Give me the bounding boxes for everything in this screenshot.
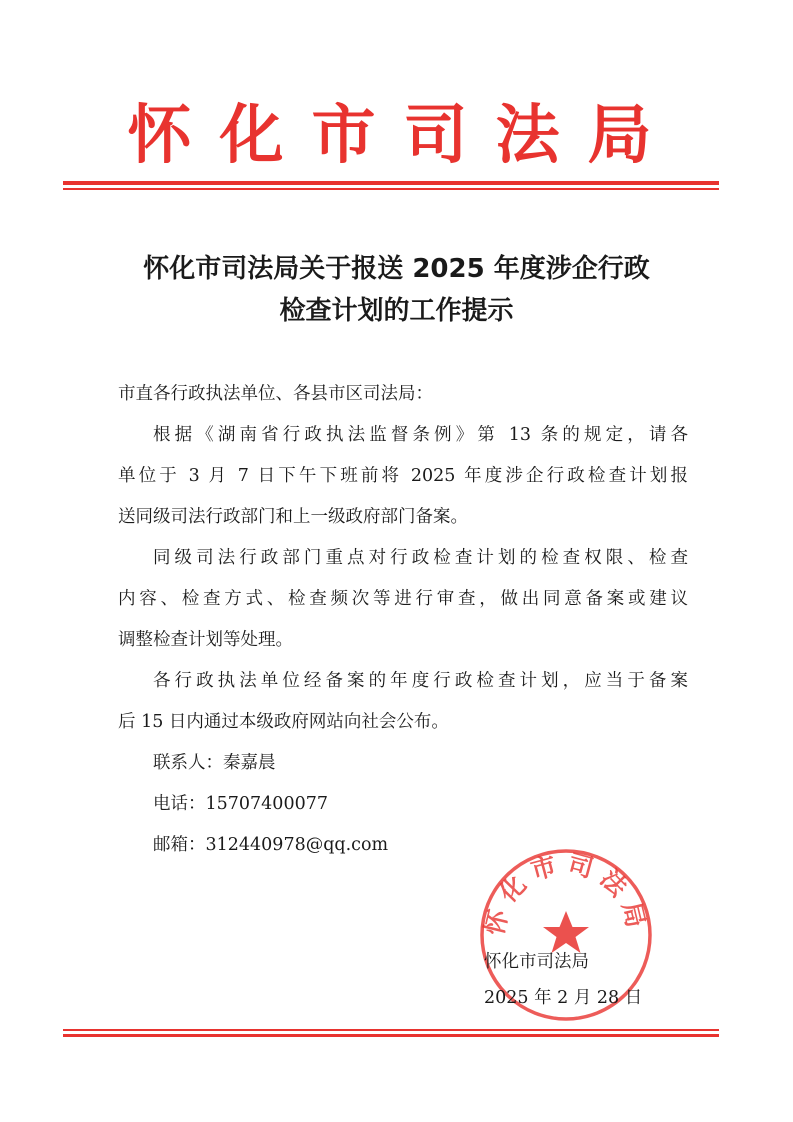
document-title xyxy=(60,248,733,332)
paragraph-3-line-2: 后 15 日内通过本级政府网站向社会公布。 xyxy=(118,712,449,732)
letterhead-rule-thick xyxy=(63,181,719,185)
contact-person: 联系人：秦嘉晨 xyxy=(153,753,276,773)
footer-rule-bottom xyxy=(63,1034,719,1037)
footer-rule-top xyxy=(63,1029,719,1031)
svg-text:怀化市司法局: 怀化市司法局 xyxy=(479,848,653,939)
paragraph-2-line-3: 调整检查计划等处理。 xyxy=(118,630,293,650)
letterhead-rule-thin xyxy=(63,188,719,190)
letterhead-title: 怀化市司法局 xyxy=(127,99,680,173)
salutation: 市直各行政执法单位、各县市区司法局： xyxy=(118,384,433,404)
paragraph-3-line-1: 各行政执法单位经备案的年度行政检查计划，应当于备案 xyxy=(153,671,688,691)
contact-phone: 电话：15707400077 xyxy=(153,794,328,814)
paragraph-1-line-2: 单位于 3 月 7 日下午下班前将 2025 年度涉企行政检查计划报 xyxy=(118,466,688,486)
seal-star-icon xyxy=(543,911,589,953)
paragraph-1-line-3: 送同级司法行政部门和上一级政府部门备案。 xyxy=(118,507,468,527)
paragraph-2-line-2: 内容、检查方式、检查频次等进行审查，做出同意备案或建议 xyxy=(118,589,688,609)
document-title-line2: 检查计划的工作提示 xyxy=(279,296,514,326)
signature-date: 2025 年 2 月 28 日 xyxy=(484,988,643,1008)
signature-org: 怀化市司法局 xyxy=(484,952,589,972)
document-title-line1: 怀化市司法局关于报送 2025 年度涉企行政 xyxy=(143,254,650,284)
paragraph-1-line-1: 根据《湖南省行政执法监督条例》第 13 条的规定，请各 xyxy=(153,425,688,445)
paragraph-2-line-1: 同级司法行政部门重点对行政检查计划的检查权限、检查 xyxy=(153,548,688,568)
contact-email: 邮箱：312440978@qq.com xyxy=(153,835,389,855)
